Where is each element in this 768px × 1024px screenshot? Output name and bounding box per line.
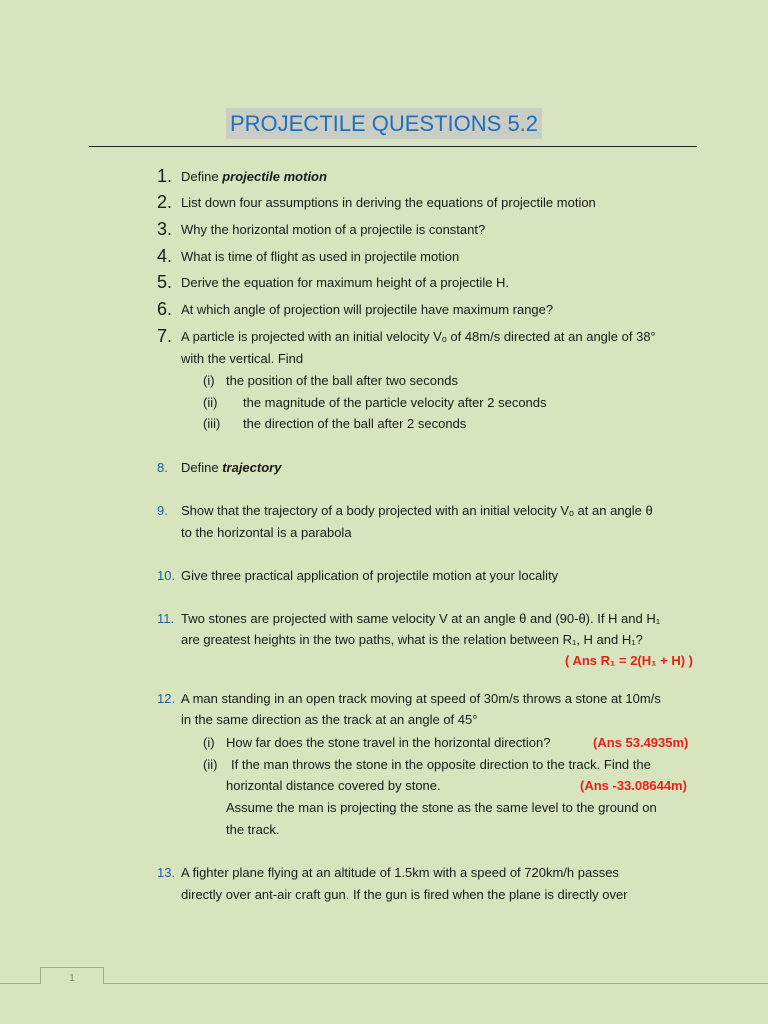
q12-sub2-answer: (Ans -33.08644m) [580, 778, 687, 793]
title-wrap [0, 108, 768, 139]
q7-sub3-label: (iii) [203, 416, 221, 431]
q8-text [181, 457, 701, 479]
q12-sub2-label: (ii) [203, 757, 218, 772]
q7-number: 7. [157, 326, 173, 346]
q12-sub2-line3: Assume the man is projecting the stone as the same level to the ground on [226, 800, 657, 815]
page-number: 1 [40, 967, 104, 984]
q9-number: 9. [157, 503, 168, 518]
q1-emphasis: projectile motion [222, 169, 327, 184]
q7-sub1-label: (i) [203, 373, 215, 388]
q12-number: 12. [157, 691, 176, 706]
q11-line2: are greatest heights in the two paths, what is the relation between R₁, H and H₁? [181, 632, 643, 647]
q8-number: 8. [157, 460, 168, 475]
q12-sub2-line2: horizontal distance covered by stone. [226, 778, 441, 793]
q9-line2: to the horizontal is a parabola [181, 525, 352, 540]
q4-number: 4. [157, 246, 173, 266]
q1-label: Define [181, 169, 223, 184]
q1-text [181, 166, 701, 188]
q9-line1: Show that the trajectory of a body projected with an initial velocity Vₒ at an angle θ [181, 503, 653, 518]
q12-sub1-text: How far does the stone travel in the horizontal direction? [226, 735, 551, 750]
q2-text: List down four assumptions in deriving the equations of projectile motion [181, 195, 596, 210]
q8-label: Define [181, 460, 223, 475]
q7-line1: A particle is projected with an initial velocity Vₒ of 48m/s directed at an angle of 38° [181, 329, 656, 344]
q11-answer: ( Ans R₁ = 2(H₁ + H) ) [564, 653, 693, 668]
q2-number: 2. [157, 192, 173, 212]
q5-text: Derive the equation for maximum height of a projectile H. [181, 275, 510, 290]
q3-text: Why the horizontal motion of a projectile is constant? [181, 222, 486, 237]
q8-emphasis: trajectory [222, 460, 282, 475]
q11-number: 11. [157, 611, 175, 626]
q12-sub2-line4: the track. [226, 822, 280, 837]
q7-sub1-text: the position of the ball after two seconds [226, 373, 458, 388]
footer-divider [0, 983, 768, 984]
q12-sub1-label: (i) [203, 735, 215, 750]
q11-line1: Two stones are projected with same velocity V at an angle θ and (90-θ). If H and H₁ [181, 611, 661, 626]
q6-number: 6. [157, 299, 173, 319]
page-title: PROJECTILE QUESTIONS 5.2 [226, 108, 542, 139]
q12-line1: A man standing in an open track moving at speed of 30m/s throws a stone at 10m/s [181, 691, 661, 706]
title-rule [89, 146, 697, 147]
q7-line2: with the vertical. Find [181, 351, 304, 366]
q10-number: 10. [157, 568, 176, 583]
q3-number: 3. [157, 219, 173, 239]
q13-number: 13. [157, 865, 176, 880]
q12-sub2-line1: If the man throws the stone in the opposite direction to the track. Find the [231, 757, 651, 772]
q5-number: 5. [157, 272, 173, 292]
q7-sub2-text: the magnitude of the particle velocity after 2 seconds [243, 395, 547, 410]
q7-sub2-label: (ii) [203, 395, 218, 410]
q4-text: What is time of flight as used in projectile motion [181, 249, 460, 264]
q12-line2: in the same direction as the track at an angle of 45° [181, 712, 478, 727]
q12-sub1-answer: (Ans 53.4935m) [593, 735, 689, 750]
q6-text: At which angle of projection will projectile have maximum range? [181, 302, 554, 317]
q13-line2: directly over ant-air craft gun. If the gun is fired when the plane is directly over [181, 887, 628, 902]
q1-number: 1. [157, 166, 173, 186]
q13-line1: A fighter plane flying at an altitude of 1.5km with a speed of 720km/h passes [181, 865, 619, 880]
q10-text: Give three practical application of projectile motion at your locality [181, 568, 559, 583]
q7-sub3-text: the direction of the ball after 2 seconds [243, 416, 467, 431]
